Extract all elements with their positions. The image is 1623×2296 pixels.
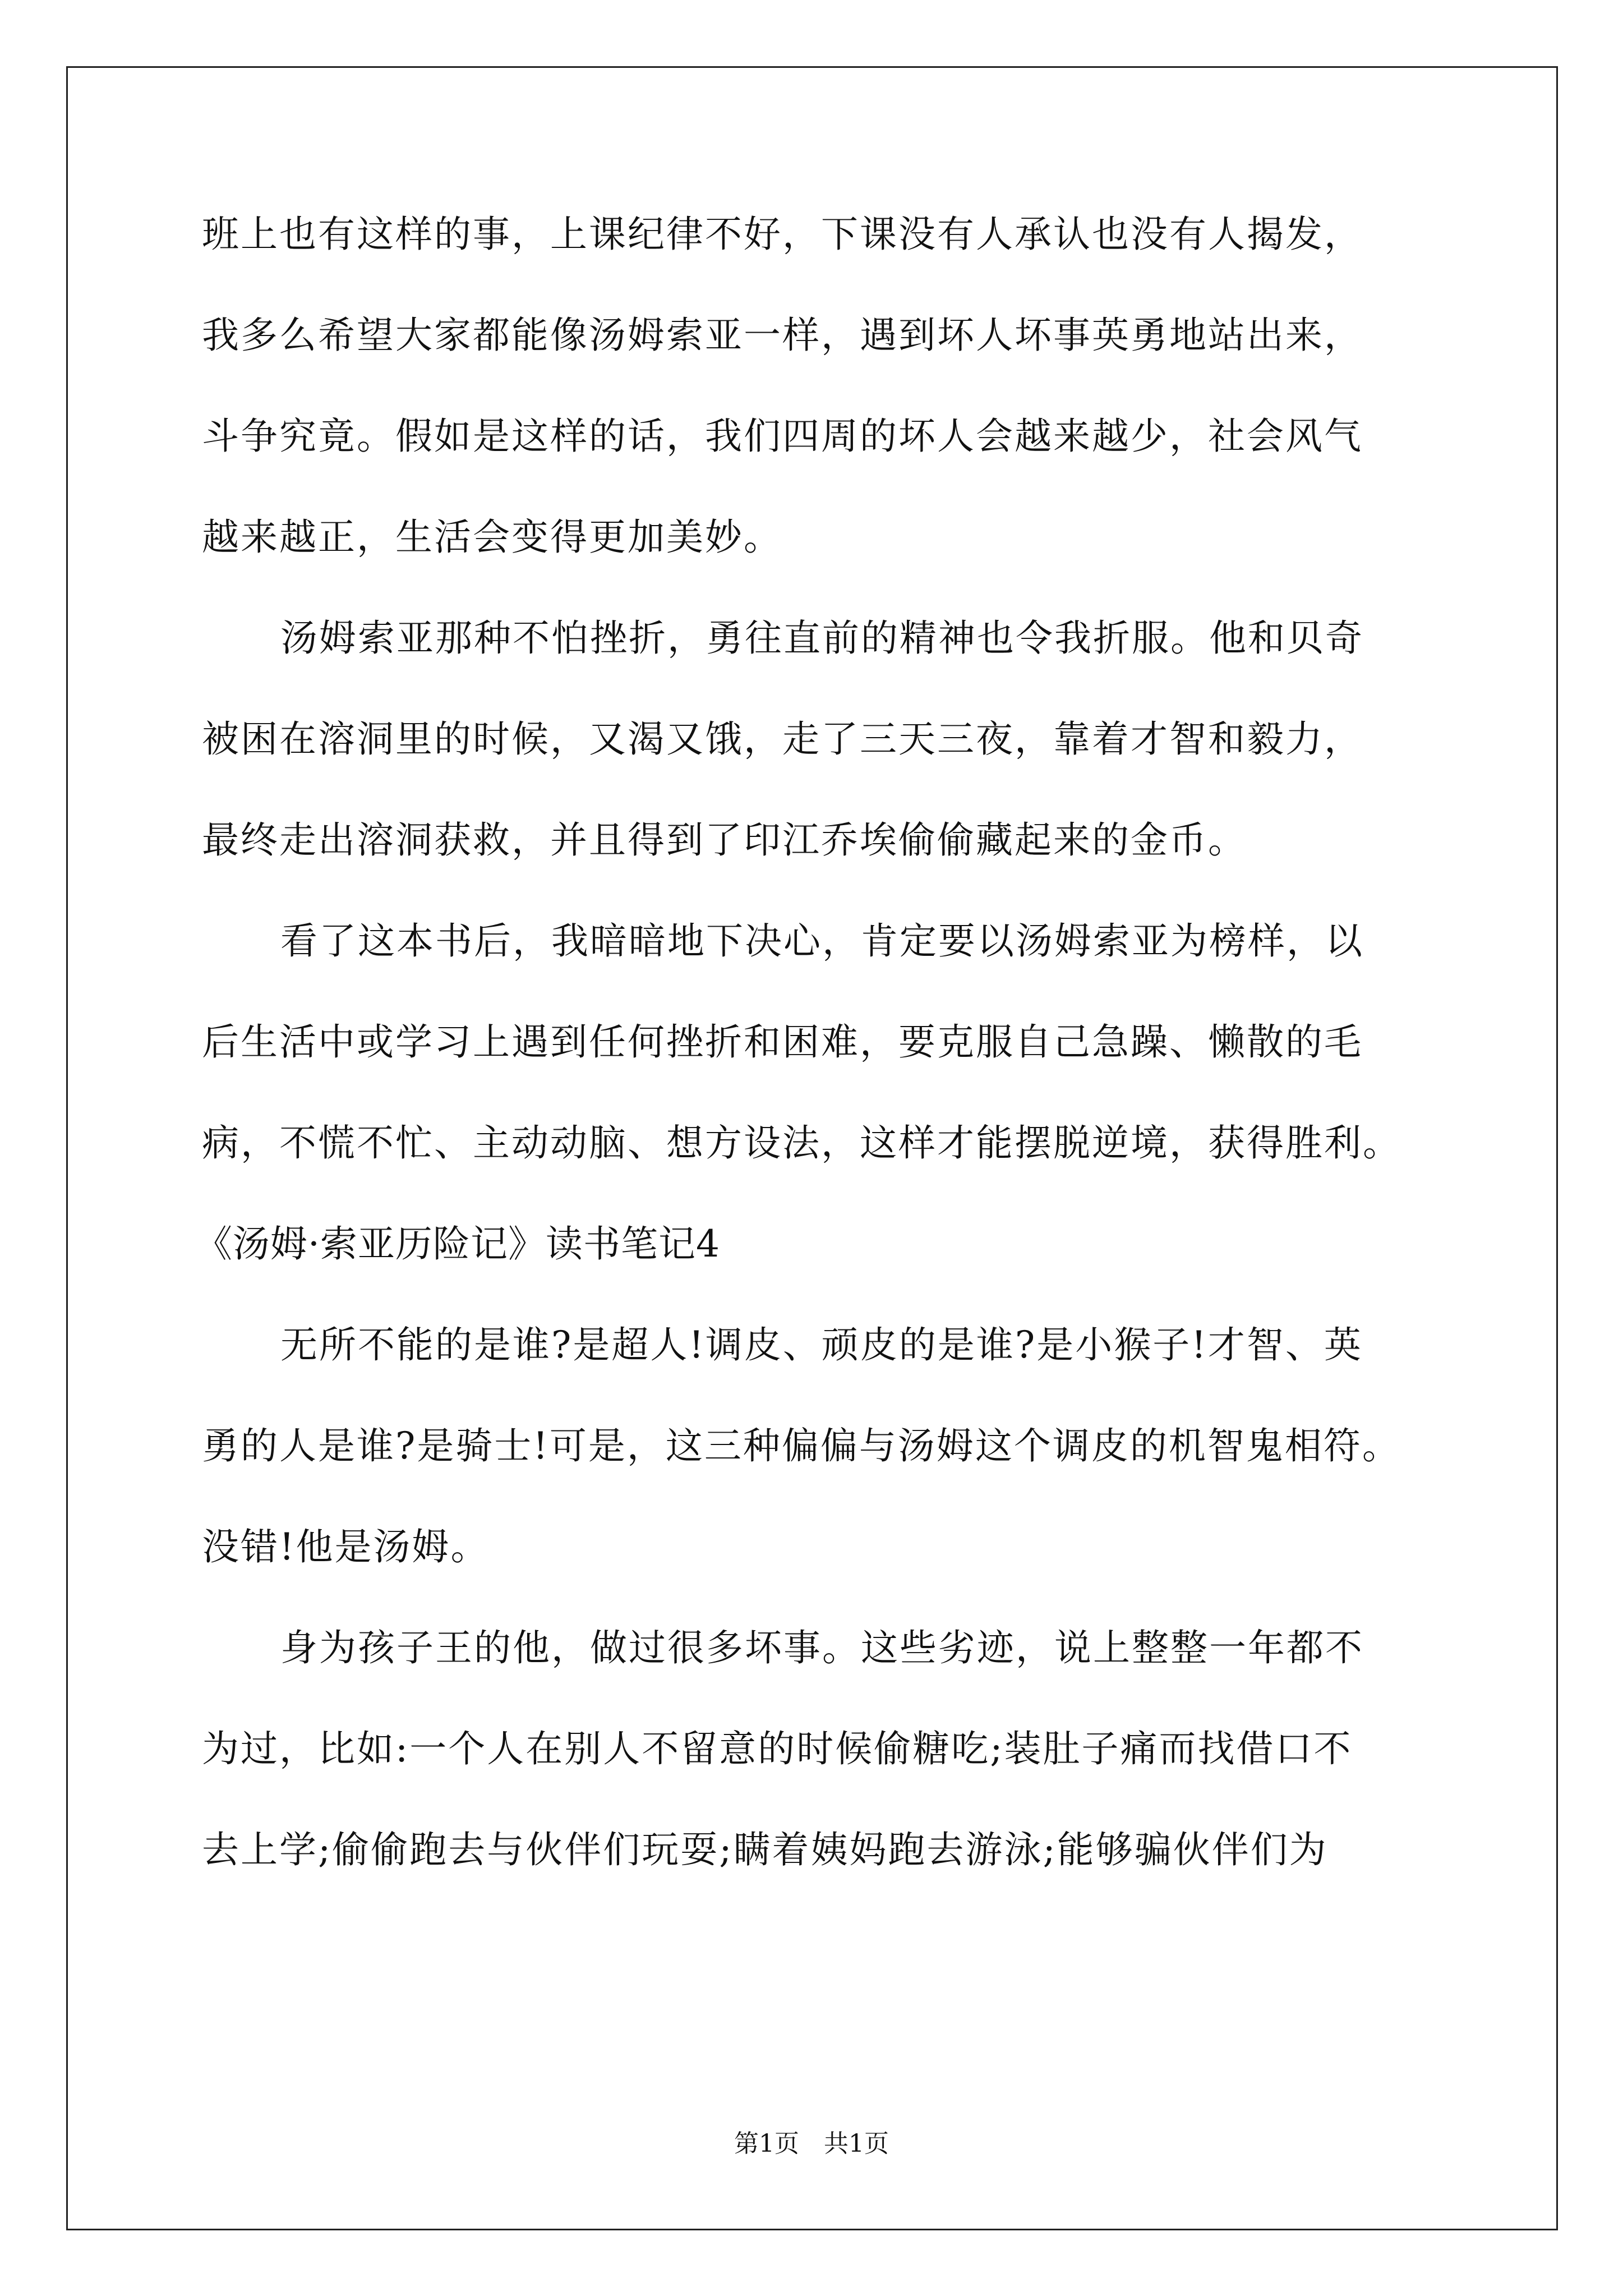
text-line: 后生活中或学习上遇到任何挫折和困难，要克服自己急躁、懒散的毛 xyxy=(202,1020,1363,1064)
text-line: 为过，比如:一个人在别人不留意的时候偷糖吃;装肚子痛而找借口不 xyxy=(202,1727,1353,1770)
paragraph-start-line: 无所不能的是谁?是超人!调皮、顽皮的是谁?是小猴子!才智、英 xyxy=(280,1323,1363,1366)
paragraph-start-line: 汤姆索亚那种不怕挫折，勇往直前的精神也令我折服。他和贝奇 xyxy=(280,616,1364,660)
text-line: 斗争究竟。假如是这样的话，我们四周的坏人会越来越少，社会风气 xyxy=(202,415,1363,458)
section-heading: 《汤姆·索亚历险记》读书笔记4 xyxy=(195,1222,720,1266)
text-line: 班上也有这样的事，上课纪律不好，下课没有人承认也没有人揭发， xyxy=(202,213,1363,256)
text-line: 没错!他是汤姆。 xyxy=(202,1525,490,1568)
text-line: 去上学;偷偷跑去与伙伴们玩耍;瞒着姨妈跑去游泳;能够骗伙伴们为 xyxy=(202,1828,1328,1871)
text-line: 病，不慌不忙、主动动脑、想方设法，这样才能摆脱逆境，获得胜利。 xyxy=(202,1121,1401,1165)
text-line: 越来越正，生活会变得更加美妙。 xyxy=(202,516,782,559)
text-line: 勇的人是谁?是骑士!可是，这三种偏偏与汤姆这个调皮的机智鬼相符。 xyxy=(202,1424,1401,1467)
paragraph-start-line: 身为孩子王的他，做过很多坏事。这些劣迹，说上整整一年都不 xyxy=(280,1626,1364,1669)
page-number-footer: 第1页 共1页 xyxy=(734,2129,889,2158)
text-line: 我多么希望大家都能像汤姆索亚一样，遇到坏人坏事英勇地站出来， xyxy=(202,314,1363,357)
paragraph-start-line: 看了这本书后，我暗暗地下决心，肯定要以汤姆索亚为榜样，以 xyxy=(280,919,1364,963)
text-line: 被困在溶洞里的时候，又渴又饿，走了三天三夜，靠着才智和毅力， xyxy=(202,717,1363,761)
text-line: 最终走出溶洞获救，并且得到了印江乔埃偷偷藏起来的金币。 xyxy=(202,818,1247,862)
